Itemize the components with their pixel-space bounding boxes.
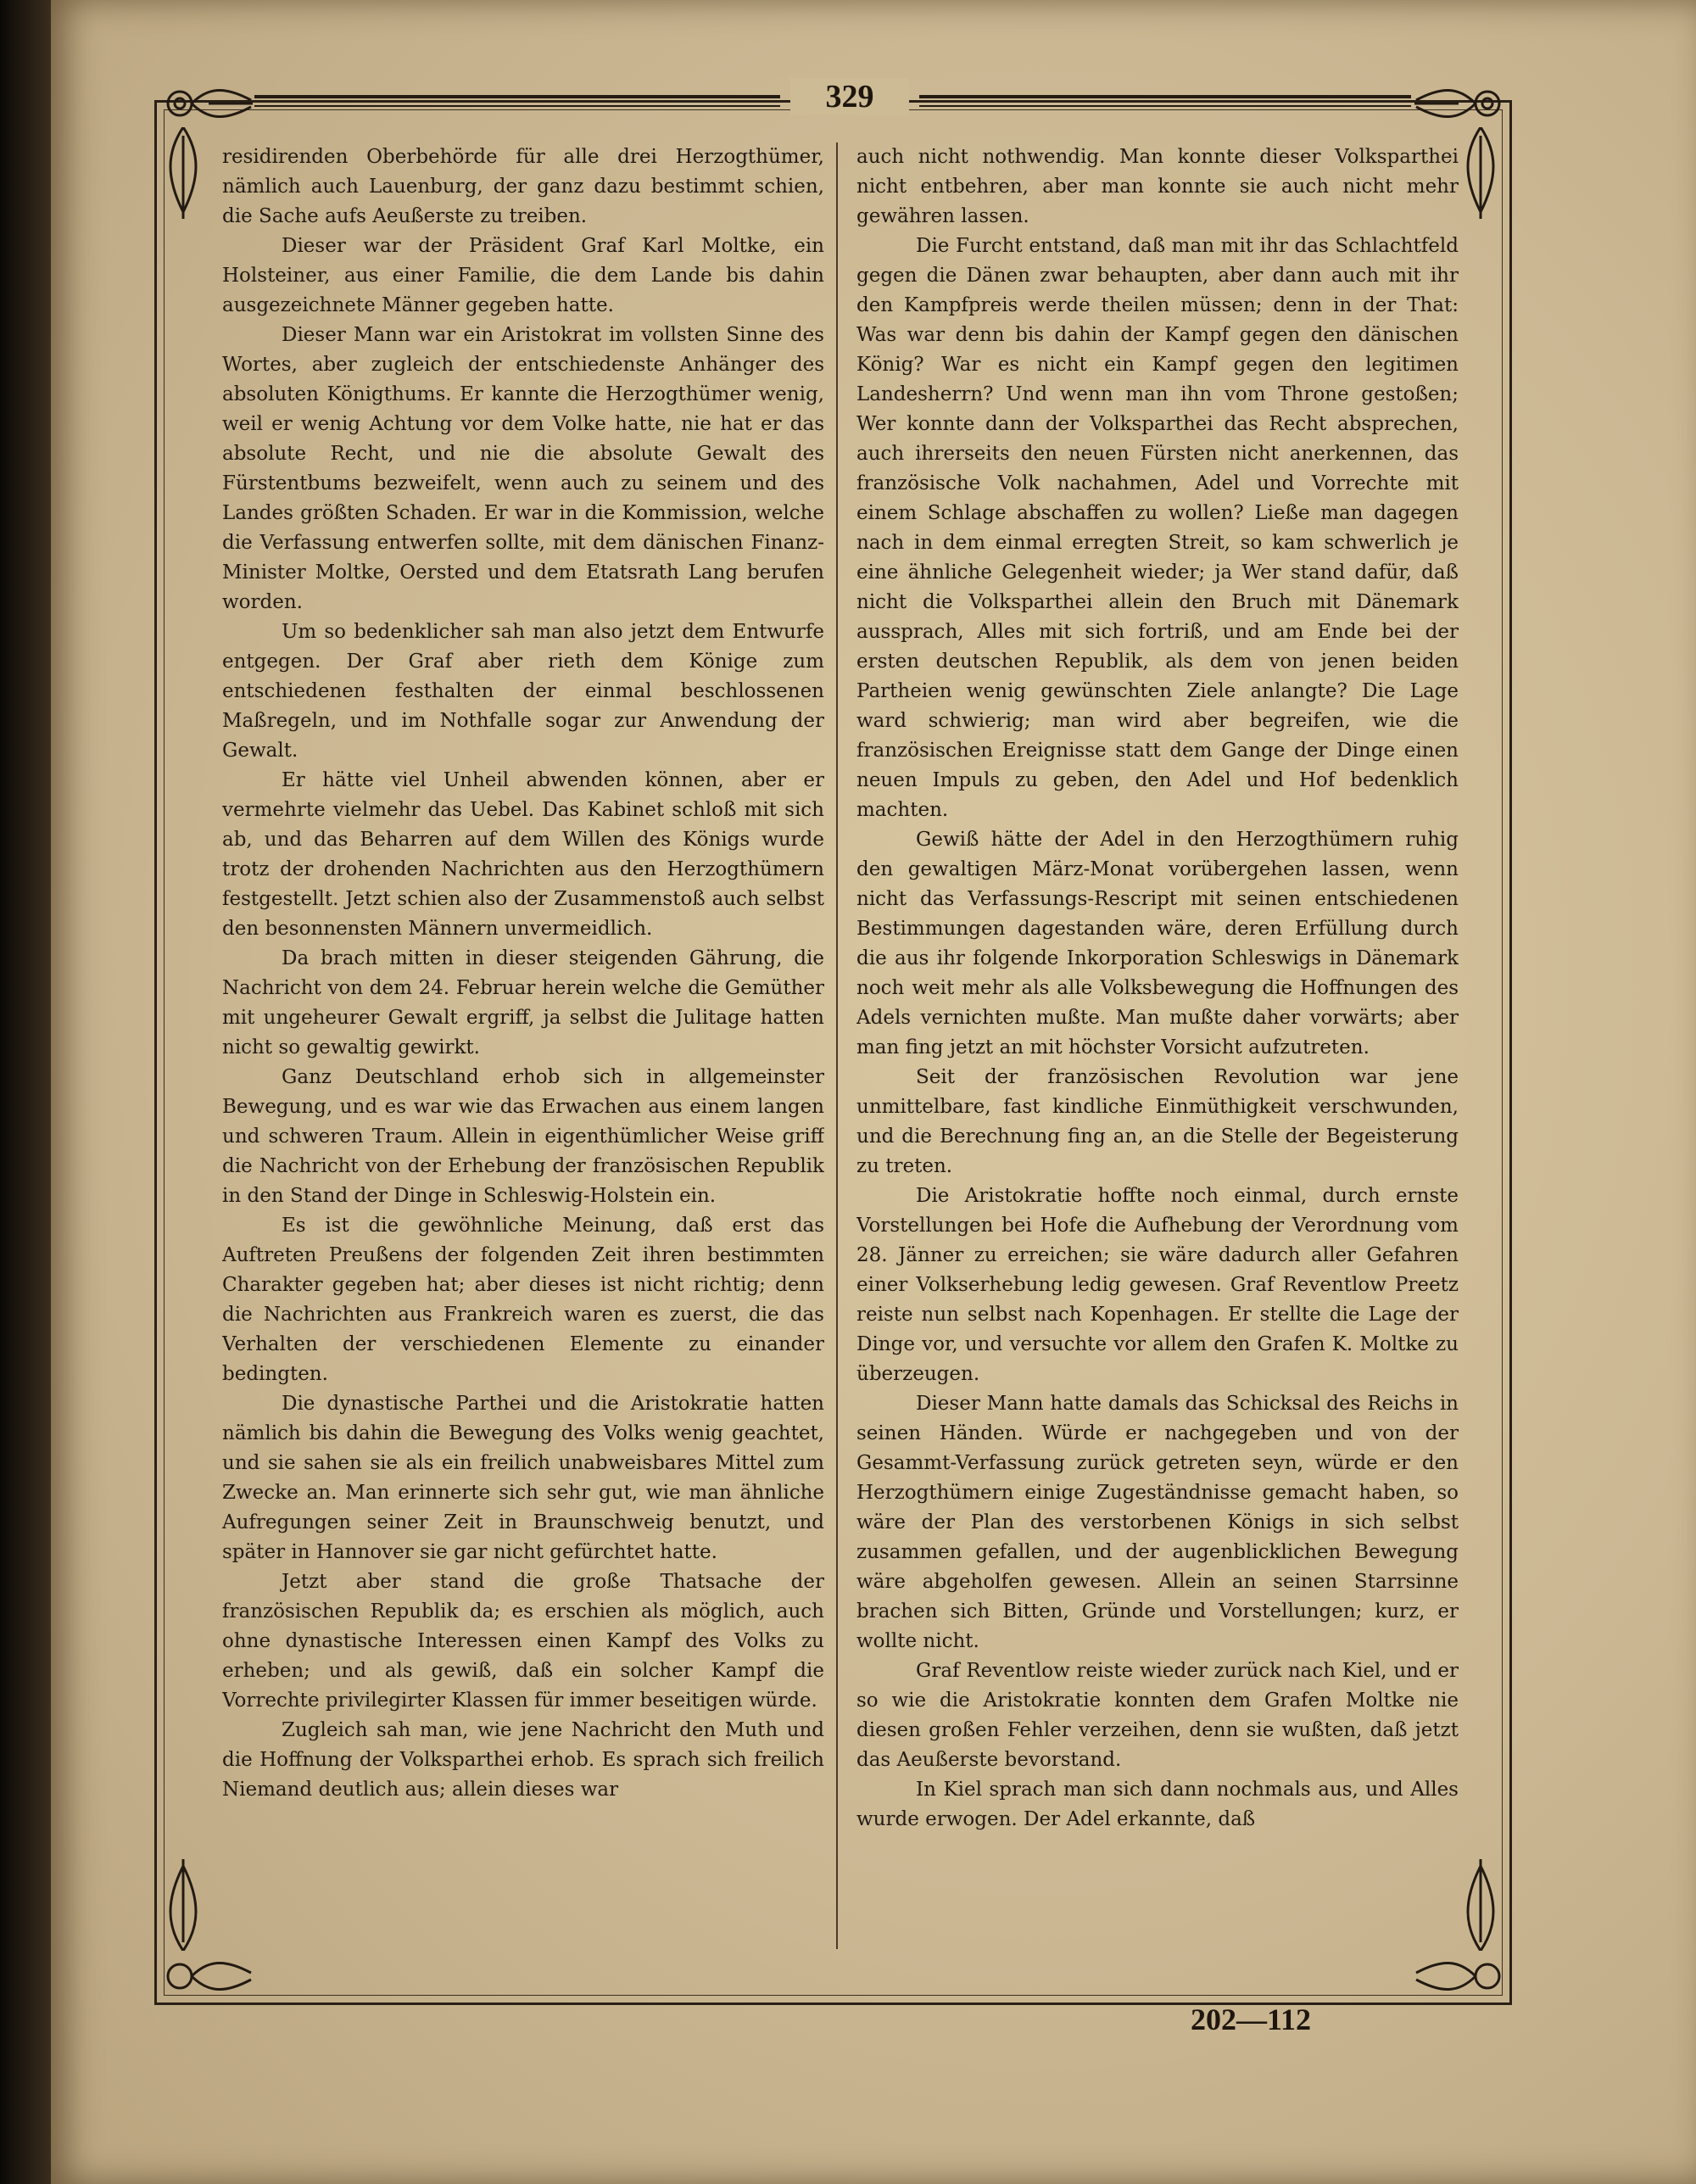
right-paragraph-7: Graf Reventlow reiste wieder zurück nach Kiel, und er so wie die Aristokratie konnten dem Grafen Moltke nie diesen großen Fehler verzeihen, denn sie wußten, daß jetzt das Aeußerste bevorstand. [856,1660,1459,1771]
left-paragraph-2: Dieser war der Präsident Graf Karl Moltke, ein Holsteiner, aus einer Familie, die dem Lande bis dahin ausgezeichnete Männer gegeben hatte. [222,235,824,316]
right-paragraph-3: Gewiß hätte der Adel in den Herzogthümern ruhig den gewaltigen März-Monat vorübergehen lassen, wenn nicht das Verfassungs-Rescript mit seinen entschiedenen Bestimmungen dagestanden wäre, deren Erfüllung durch die aus ihr folgende Inkorporation Schleswigs in Dänemark noch weit mehr als alle Volksbewegung die Hoffnungen des Adels vernichten mußte. Man mußte daher vorwärts; aber man fing jetzt an mit höchster Vorsicht aufzutreten. [856,829,1459,1058]
right-paragraph-2: Die Furcht entstand, daß man mit ihr das Schlachtfeld gegen die Dänen zwar behaupten, aber dann auch mit ihr den Kampfpreis werde theilen müssen; denn in der That: Was war denn bis dahin der Kampf gegen den dänischen König? War es nicht ein Kampf gegen den legitimen Landesherrn? Und wenn man ihn vom Throne gestoßen; Wer konnte dann der Volksparthei das Recht absprechen, auch ihrerseits den neuen Fürsten nicht anerkennen, das französische Volk nachahmen, Adel und Vorrechte mit einem Schlage abschaffen zu wollen? Ließe man dagegen nach in dem einmal erregten Streit, so kam schwerlich je eine ähnliche Gelegenheit wieder; ja Wer stand dafür, daß nicht die Volksparthei allein den Bruch mit Dänemark aussprach, Alles mit sich fortriß, und am Ende bei der ersten deutschen Republik, als dem von jenen beiden Partheien wenig gewünschten Ziele anlangte? Die Lage ward schwierig; man wird aber begreifen, wie die französischen Ereignisse statt dem Gange der Dinge einen neuen Impuls zu geben, den Adel und Hof bedenklich machten. [856,235,1459,821]
left-paragraph-9: Die dynastische Parthei und die Aristokratie hatten nämlich bis dahin die Bewegung des Volks wenig geachtet, und sie sahen sie als ein freilich unabweisbares Mittel zum Zwecke an. Man erinnerte sich sehr gut, wie man ähnliche Aufregungen seiner Zeit in Braunschweig benutzt, und später in Hannover sie gar nicht gefürchtet hatte. [222,1393,824,1563]
ornament-right-lower-icon [1455,1857,1506,1951]
ornament-top-left-icon [158,78,259,129]
left-paragraph-5: Er hätte viel Unheil abwenden können, aber er vermehrte vielmehr das Uebel. Das Kabinet schloß mit sich ab, und das Beharren auf dem Willen des Königs wurde trotz der drohenden Nachrichten aus den Herzogthümern festgestellt. Jetzt schien also der Zusammenstoß auch selbst den besonnensten Männern unvermeidlich. [222,769,824,940]
left-paragraph-8: Es ist die gewöhnliche Meinung, daß erst das Auftreten Preußens der folgenden Zeit ihren bestimmten Charakter gegeben hat; aber dieses ist nicht richtig; denn die Nachrichten aus Frankreich waren es zuerst, die das Verhalten der verschiedenen Elemente zu einander bedingten. [222,1215,824,1385]
header-rule-right [919,95,1411,98]
right-paragraph-6: Dieser Mann hatte damals das Schicksal des Reichs in seinen Händen. Würde er nachgegeben und von der Gesammt-Verfassung zurück getreten seyn, würde er den Herzogthümern einige Zugeständnisse gemacht haben, so wäre der Plan des verstorbenen Königs in sich selbst zusammen gefallen, und der augenblicklichen Bewegung wäre abgeholfen gewesen. Allein an seinen Starrsinne brachen sich Bitten, Gründe und Vorstellungen; kurz, er wollte nicht. [856,1393,1459,1652]
book-spine-shadow [0,0,51,2184]
ornament-top-right-icon [1408,78,1509,129]
column-divider [836,142,838,1949]
left-paragraph-6: Da brach mitten in dieser steigenden Gährung, die Nachricht von dem 24. Februar herein welche die Gemüther mit ungeheurer Gewalt ergriff, ja selbst die Julitage hatten nicht so gewaltig gewirkt. [222,947,824,1058]
header-rule-left [254,95,780,98]
right-paragraph-8: In Kiel sprach man sich dann nochmals aus, und Alles wurde erwogen. Der Adel erkannte, daß [856,1779,1459,1830]
right-paragraph-4: Seit der französischen Revolution war jene unmittelbare, fast kindliche Einmüthigkeit verschwunden, und die Berechnung fing an, an die Stelle der Begeisterung zu treten. [856,1066,1459,1177]
page-number: 329 [790,78,909,115]
left-paragraph-7: Ganz Deutschland erhob sich in allgemeinster Bewegung, und es war wie das Erwachen aus einem langen und schweren Traum. Allein in eigenthümlicher Weise griff die Nachricht von der Erhebung der französischen Republik in den Stand der Dinge in Schleswig-Holstein ein. [222,1066,824,1207]
right-paragraph-5: Die Aristokratie hoffte noch einmal, durch ernste Vorstellungen bei Hofe die Aufhebung der Verordnung vom 28. Jänner zu erreichen; sie wäre dadurch aller Gefahren einer Volkserhebung ledig gewesen. Graf Reventlow Preetz reiste nun selbst nach Kopenhagen. Er stellte die Lage der Dinge vor, und versuchte vor allem den Grafen K. Moltke zu überzeugen. [856,1185,1459,1385]
left-paragraph-11: Zugleich sah man, wie jene Nachricht den Muth und die Hoffnung der Volksparthei erhob. Es sprach sich freilich Niemand deutlich aus; allein dieses war [222,1719,824,1801]
header-rule-left-thin [254,105,780,107]
left-text-column [222,142,824,1949]
right-text-column [856,142,1459,1949]
left-paragraph-4: Um so bedenklicher sah man also jetzt dem Entwurfe entgegen. Der Graf aber rieth dem Könige zum entschiedenen festhalten der einmal beschlossenen Maßregeln, und im Nothfalle sogar zur Anwendung der Gewalt. [222,621,824,762]
left-paragraph-3: Dieser Mann war ein Aristokrat im vollsten Sinne des Wortes, aber zugleich der entschiedenste Anhänger des absoluten Königthums. Er kannte die Herzogthümer wenig, weil er wenig Achtung vor dem Volke hatte, nie hat er das absolute Recht, und nie die absolute Gewalt des Fürstentbums bezweifelt, wenn auch zu seinem und des Landes größten Schaden. Er war in die Kommission, welche die Verfassung entwerfen sollte, mit dem dänischen Finanz-Minister Moltke, Oersted und dem Etatsrath Lang berufen worden. [222,324,824,613]
ornament-bottom-right-icon [1408,1951,1509,2002]
left-paragraph-1: residirenden Oberbehörde für alle drei Herzogthümer, nämlich auch Lauenburg, der ganz dazu bestimmt schien, die Sache aufs Aeußerste zu treiben. [222,146,824,227]
printer-signature-mark: 202—112 [1191,2002,1312,2036]
right-paragraph-1: auch nicht nothwendig. Man konnte dieser Volksparthei nicht entbehren, aber man konnte sie auch nicht mehr gewähren lassen. [856,146,1459,227]
ornament-bottom-left-icon [158,1951,259,2002]
ornament-right-upper-icon [1455,127,1506,221]
ornament-left-upper-icon [158,127,209,221]
left-paragraph-10: Jetzt aber stand die große Thatsache der französischen Republik da; es erschien als möglich, auch ohne dynastische Interessen einen Kampf des Volks zu erheben; und als gewiß, daß ein solcher Kampf die Vorrechte privilegirter Klassen für immer beseitigen würde. [222,1571,824,1712]
ornament-left-lower-icon [158,1857,209,1951]
header-rule-right-thin [919,105,1411,107]
